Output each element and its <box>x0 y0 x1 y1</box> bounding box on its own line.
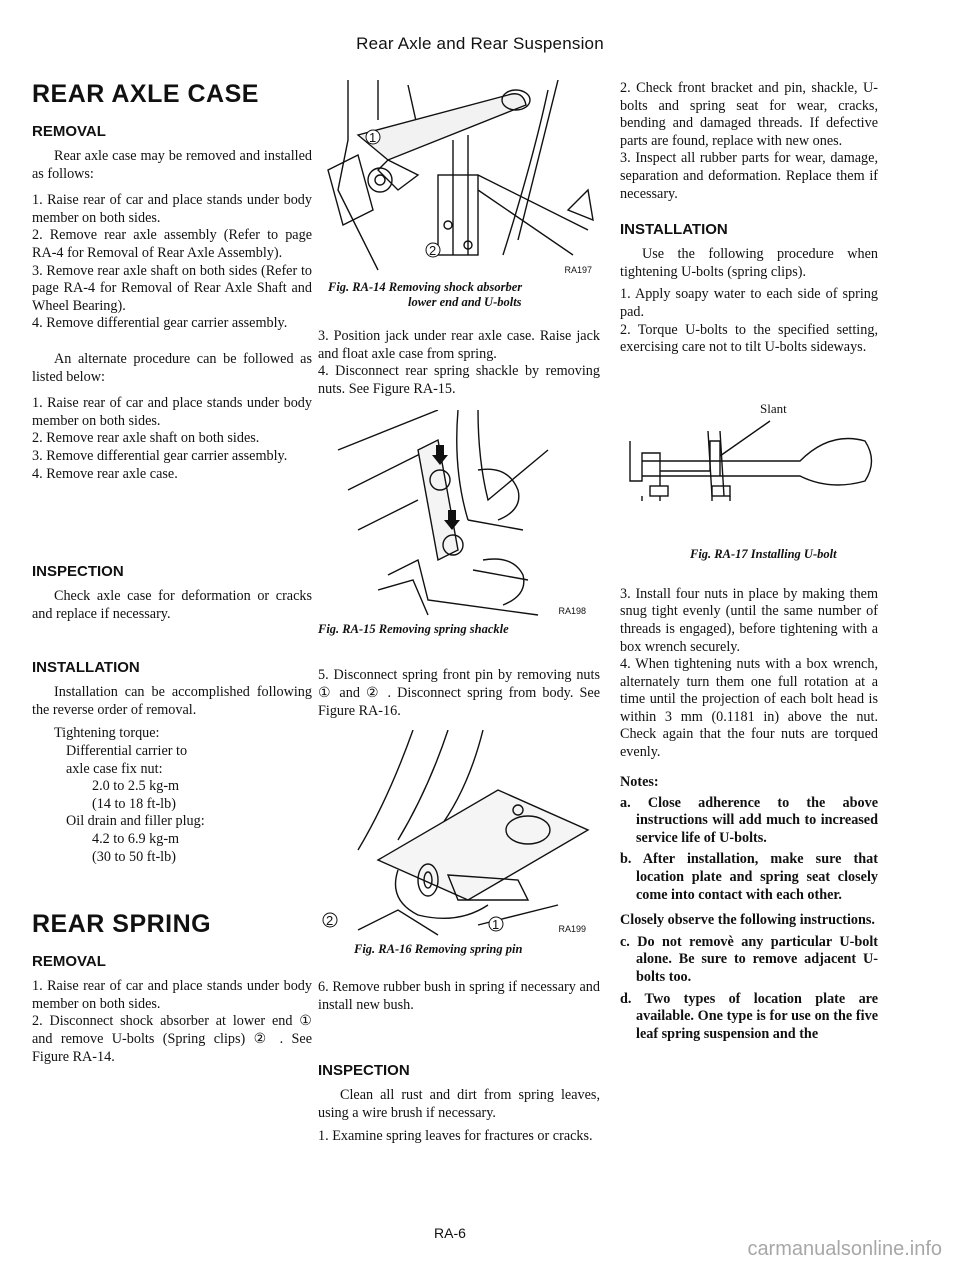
figure-code: RA198 <box>558 606 586 617</box>
removal-step-4: 4. Remove differential gear carrier assembly. <box>32 315 288 332</box>
torque-line: axle case fix nut: <box>66 760 163 777</box>
install-step-4: 4. When tightening nuts with a box wrench, alternately turn them one full rotation at a time until the projection of each bolt head is within 3 mm (0.1181 in) above the nut. Check again that the four nuts are torqued evenly. <box>620 656 878 761</box>
torque-line: (14 to 18 ft-lb) <box>92 795 176 812</box>
note-d: d. Two types of location plate are available. One type is for use on the five leaf spring suspension and the <box>620 990 878 1042</box>
inspection-spring-step-1: 1. Examine spring leaves for fractures or cracks. <box>318 1127 593 1144</box>
callout-2: 2 <box>326 913 334 929</box>
step-3-jack: 3. Position jack under rear axle case. Raise jack and float axle case from spring. <box>318 328 600 362</box>
notes-heading: Notes: <box>620 773 659 790</box>
page-number: RA-6 <box>434 1225 466 1241</box>
heading-spring-removal: REMOVAL <box>32 953 106 971</box>
page-header: Rear Axle and Rear Suspension <box>356 34 604 53</box>
heading-removal: REMOVAL <box>32 123 106 140</box>
figure-code: RA199 <box>558 924 586 935</box>
torque-line: Oil drain and filler plug: <box>66 813 205 830</box>
caption-ra14 <box>318 280 600 310</box>
section-title-rear-axle-case: REAR AXLE CASE <box>32 80 259 108</box>
callout-2: 2 <box>429 243 437 258</box>
install-step-3: 3. Install four nuts in place by making them snug tight evenly (until the same number of threads is engaged), before tightening with a box wrench securely. <box>620 585 878 655</box>
u-bolt-illustration <box>620 401 878 541</box>
shock-absorber-illustration <box>318 80 598 280</box>
installation-intro: Use the following procedure when tightening U-bolts (spring clips). <box>620 246 878 280</box>
figure-ra17 <box>620 401 878 541</box>
heading-installation: INSTALLATION <box>32 659 140 677</box>
spring-step-1: 1. Raise rear of car and place stands under body member on both sides. <box>32 978 312 1012</box>
closely-observe-text: Closely observe the following instructions. <box>620 912 875 929</box>
spring-shackle-illustration <box>318 410 598 620</box>
alt-step-2: 2. Remove rear axle shaft on both sides. <box>32 430 260 447</box>
callout-1: 1 <box>369 130 377 145</box>
check-step-3: 3. Inspect all rubber parts for wear, damage, separation and deformation. Replace them if necessary. <box>620 150 878 202</box>
installation-step-2: 2. Torque U-bolts to the specified setting, exercising care not to tilt U-bolts sideways. <box>620 321 878 356</box>
section-title-rear-spring: REAR SPRING <box>32 910 212 939</box>
note-c: c. Do not removè any particular U-bolt alone. Be sure to remove adjacent U-bolts too. <box>620 933 878 985</box>
removal-step-1: 1. Raise rear of car and place stands under body member on both sides. <box>32 192 312 226</box>
column-left <box>32 80 312 1066</box>
alternate-intro: An alternate procedure can be followed as listed below: <box>32 350 312 385</box>
figure-code: RA197 <box>564 265 592 275</box>
caption-ra14-line2: lower end and U-bolts <box>408 295 522 309</box>
torque-line: (30 to 50 ft-lb) <box>92 848 176 865</box>
caption-ra16: Fig. RA-16 Removing spring pin <box>354 942 523 957</box>
step-5-spring-pin: 5. Disconnect spring front pin by removing nuts ① and ② . Disconnect spring from body. See Figure RA-16. <box>318 667 600 719</box>
removal-intro: Rear axle case may be removed and installed as follows: <box>32 148 312 182</box>
installation-step-1: 1. Apply soapy water to each side of spring pad. <box>620 286 878 320</box>
alt-step-4: 4. Remove rear axle case. <box>32 465 178 482</box>
watermark-text: carmanualsonline.info <box>747 1238 942 1260</box>
heading-installation-spring: INSTALLATION <box>620 221 728 239</box>
note-a: a. Close adherence to the above instructions will add much to increased service life of U-bolts. <box>620 794 878 846</box>
caption-ra15: Fig. RA-15 Removing spring shackle <box>318 622 509 637</box>
figure-ra15 <box>318 410 600 620</box>
removal-step-3: 3. Remove rear axle shaft on both sides (Refer to page RA-4 for Removal of Rear Axle Shaft and Wheel Bearing). <box>32 262 312 314</box>
note-b: b. After installation, make sure that location plate and spring seat closely come into contact with each other. <box>620 851 878 903</box>
column-right <box>620 80 878 1043</box>
torque-line: 4.2 to 6.9 kg-m <box>92 831 180 848</box>
step-6-bush: 6. Remove rubber bush in spring if necessary and install new bush. <box>318 979 600 1013</box>
removal-step-2: 2. Remove rear axle assembly (Refer to page RA-4 for Removal of Rear Axle Assembly). <box>32 227 312 261</box>
check-step-2: 2. Check front bracket and pin, shackle, U-bolts and spring seat for wear, cracks, bending and damaged threads. If defective parts are found, replace with new ones. <box>620 80 878 149</box>
torque-line: 2.0 to 2.5 kg-m <box>92 778 180 795</box>
torque-spec-block <box>32 725 312 866</box>
column-middle <box>318 80 600 1145</box>
alt-step-1: 1. Raise rear of car and place stands under body member on both sides. <box>32 395 312 429</box>
figure-ra14 <box>318 80 600 280</box>
step-4-shackle: 4. Disconnect rear spring shackle by removing nuts. See Figure RA-15. <box>318 363 600 397</box>
caption-ra17: Fig. RA-17 Installing U-bolt <box>690 546 837 561</box>
inspection-text: Check axle case for deformation or cracks and replace if necessary. <box>32 588 312 622</box>
caption-ra14-line1: Fig. RA-14 Removing shock absorber <box>328 280 523 294</box>
installation-text: Installation can be accomplished following the reverse order of removal. <box>32 684 312 718</box>
torque-line: Tightening torque: <box>54 725 160 742</box>
spring-pin-illustration <box>318 730 598 940</box>
callout-1: 1 <box>492 917 500 933</box>
spring-step-2: 2. Disconnect shock absorber at lower end ① and remove U-bolts (Spring clips) ② . See Figure RA-14. <box>32 1013 312 1065</box>
heading-inspection-spring: INSPECTION <box>318 1062 410 1080</box>
figure-ra16 <box>318 730 600 940</box>
heading-inspection: INSPECTION <box>32 563 124 581</box>
torque-line: Differential carrier to <box>66 743 188 760</box>
slant-label: Slant <box>760 400 787 416</box>
alt-step-3: 3. Remove differential gear carrier assembly. <box>32 447 288 464</box>
inspection-spring-text: Clean all rust and dirt from spring leaves, using a wire brush if necessary. <box>318 1087 600 1121</box>
